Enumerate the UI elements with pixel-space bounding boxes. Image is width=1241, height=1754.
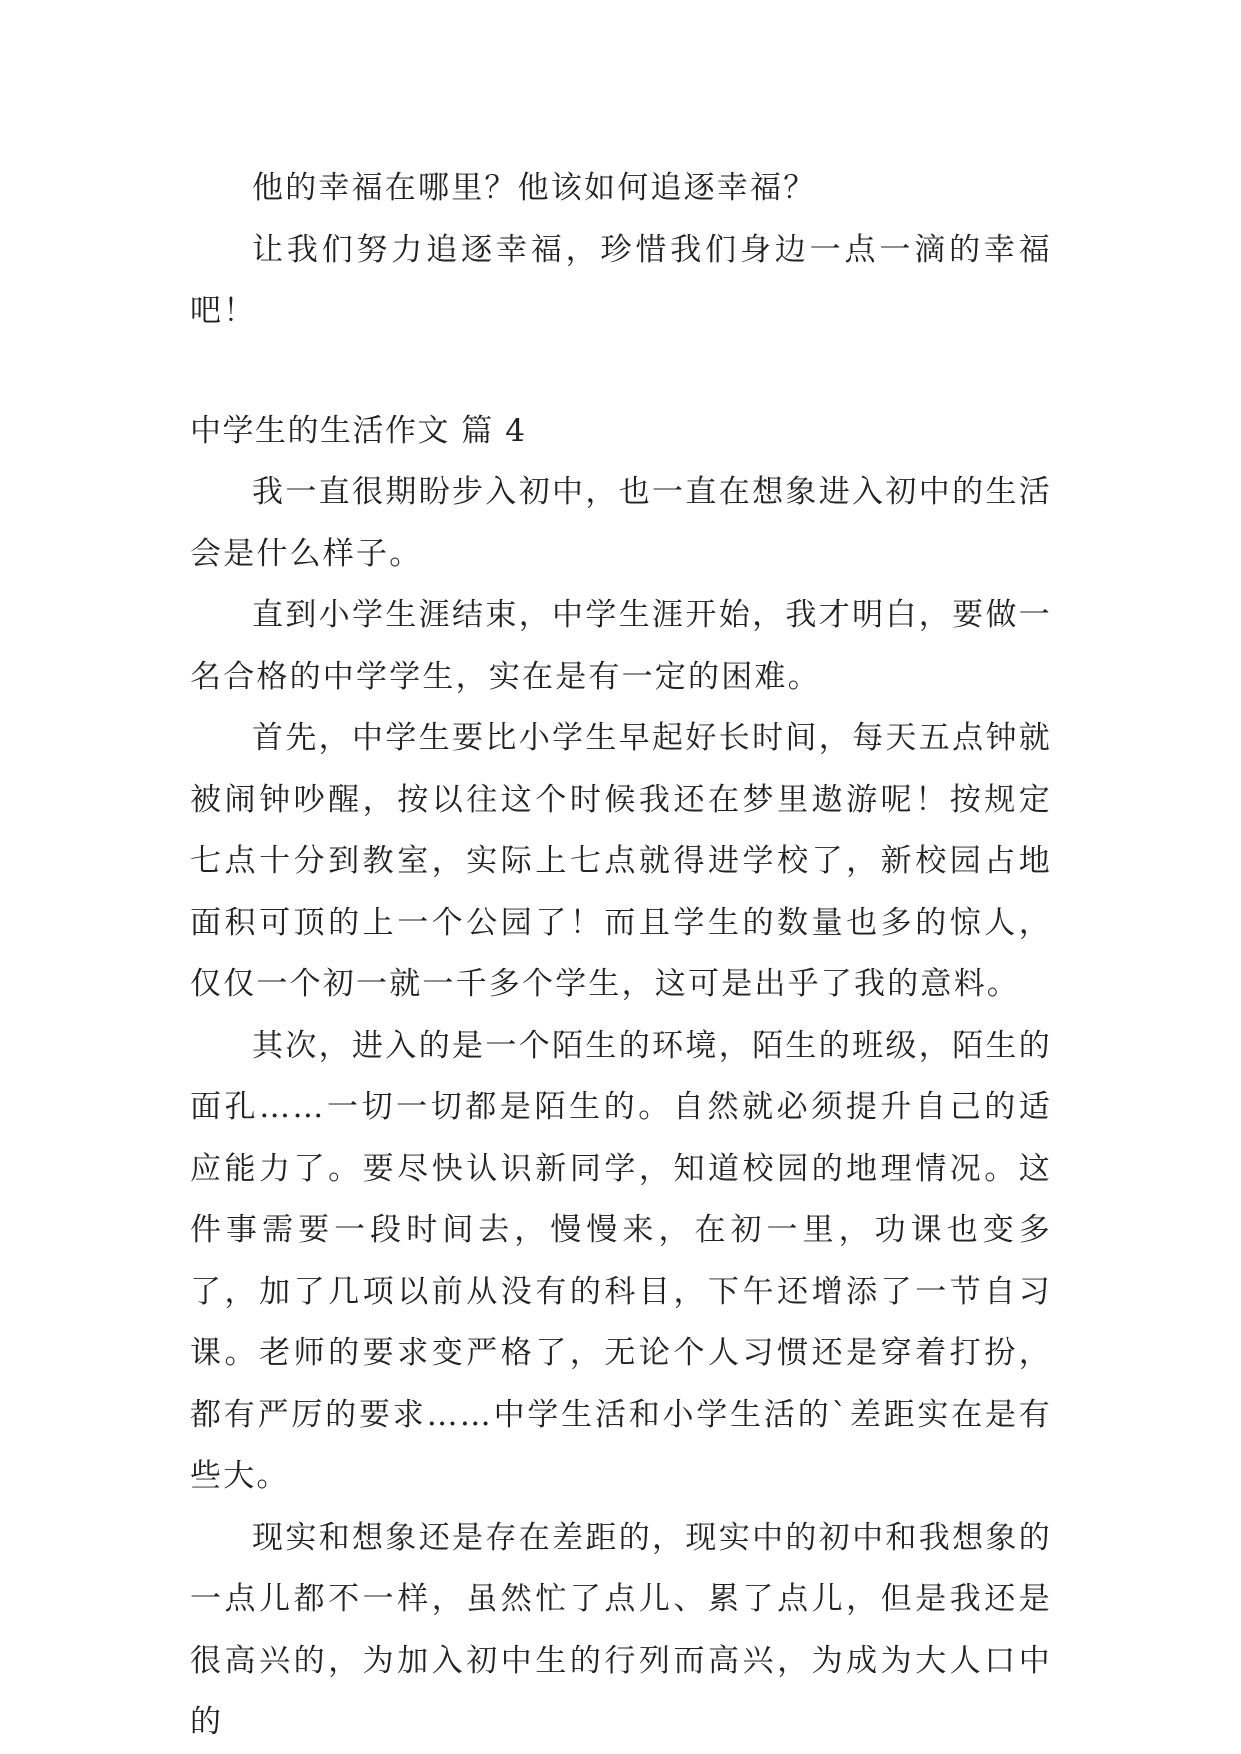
body-paragraph-4: 其次，进入的是一个陌生的环境，陌生的班级，陌生的面孔……一切一切都是陌生的。自然就必须提升自己的适应能力了。要尽快认识新同学，知道校园的地理情况。这件事需要一段时间去，慢慢来，在初一里，功课也变多了，加了几项以前从没有的科目，下午还增添了一节自习课。老师的要求变严格了，无论个人习惯还是穿着打扮，都有严厉的要求……中学生活和小学生活的`差距实在是有些大。: [190, 1027, 1052, 1494]
document-body: [190, 158, 1052, 1754]
body-paragraph-1: 我一直很期盼步入初中，也一直在想象进入初中的生活会是什么样子。: [190, 474, 1052, 572]
body-paragraph-3: 首先，中学生要比小学生早起好长时间，每天五点钟就被闹钟吵醒，按以往这个时候我还在梦里遨游呢！按规定七点十分到教室，实际上七点就得进学校了，新校园占地面积可顶的上一个公园了！而且学生的数量也多的惊人，仅仅一个初一就一千多个学生，这可是出乎了我的意料。: [190, 720, 1052, 1002]
body-paragraph-5: 现实和想象还是存在差距的，现实中的初中和我想象的一点儿都不一样，虽然忙了点儿、累了点儿，但是我还是很高兴的，为加入初中生的行列而高兴，为成为大人口中的: [190, 1519, 1052, 1740]
intro-paragraph-2: 让我们努力追逐幸福，珍惜我们身边一点一滴的幸福吧！: [190, 231, 1052, 329]
section-title: 中学生的生活作文 篇 4: [190, 412, 527, 449]
intro-paragraph-1: 他的幸福在哪里？他该如何追逐幸福？: [252, 170, 817, 206]
body-paragraph-2: 直到小学生涯结束，中学生涯开始，我才明白，要做一名合格的中学学生，实在是有一定的困难。: [190, 597, 1052, 695]
